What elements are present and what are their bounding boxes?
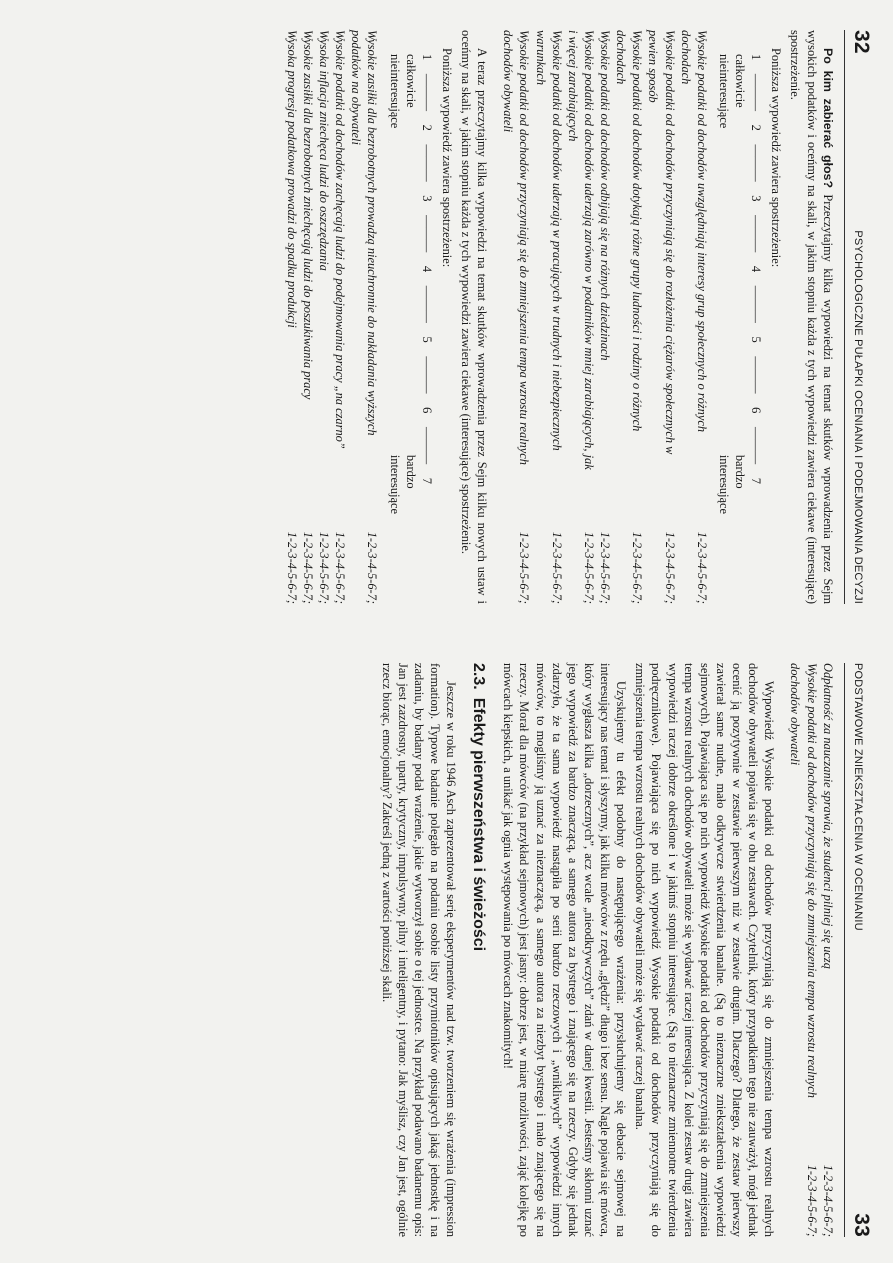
second-paragraph: A teraz przeczytajmy kilka wypowiedzi na temat skutków wprowadzenia przez Sejm kilku nowych ustaw i oceńmy na skali, w jakim stopniu każda z tych wypowiedzi zawiera ciekawe (interesujące) spostrzeżenie. [459, 30, 490, 604]
scale-numbers: 1 ——— 2 ——— 3 ——— 4 ——— 5 ——— 6 ——— 7 [749, 54, 764, 484]
running-head [844, 663, 875, 1237]
body-paragraph-3: Jeszcze w roku 1946 Asch zaprezentował serię eksperymentów nad tzw. tworzeniem się wrażenia (impression formation). Typowe badanie polegało na podaniu osobie listy przymiotników opisujących jakąś jednostkę i na zadaniu, by badany podał wrażenie, jakie wytworzył sobie o tej jednostce. Na przykład podawano badanemu opis: Jan jest zazdrosny, uparty, krytyczny, impulsywny, pilny i inteligentny, i pytano: Jak myślisz, czy Jan jest, ogólnie rzecz biorąc, emocjonalny? Zakreśl jedną z wartości poniższej skali. [379, 663, 459, 1237]
intro-paragraph [787, 30, 835, 604]
running-head-title: PODSTAWOWE ZNIEKSZTAŁCENIA W OCENIANIU [852, 663, 864, 931]
scale-number: 5 [749, 336, 764, 343]
scale-number: 6 [749, 407, 764, 414]
statement-item: Wysokie podatki od dochodów dotykają różne grupy ludności i rodziny o różnych dochodach 1-2-3-4-5-6-7; [614, 30, 645, 604]
statement-item: Wysokie podatki od dochodów przyczyniają się do zmniejszenia tempa wzrostu realnych dochodów obywateli 1-2-3-4-5-6-7; [501, 30, 532, 604]
scale-number: 2 [749, 124, 764, 131]
statement-item: Wysokie podatki od dochodów uderzają zarówno w podatników mniej zarabiających, jak i więcej zarabiających 1-2-3-4-5-6-7; [565, 30, 596, 604]
scale-labels [716, 54, 748, 514]
scale-number: 1 [749, 54, 764, 61]
statement-item: Wysokie podatki od dochodów uderzają w pracujących w trudnych i niebezpiecznych warunkach 1-2-3-4-5-6-7; [533, 30, 564, 604]
statement-item: Wysokie podatki od dochodów przyczyniają się do rozłożenia ciężarów społecznych w pewien sposób 1-2-3-4-5-6-7; [646, 30, 677, 604]
scale-intro-2: Poniższa wypowiedź zawiera spostrzeżenie: [439, 48, 454, 268]
body-paragraph-2: Uzyskujemy tu efekt podobny do następującego wrażenia: przysłuchujemy się debacie sejmowej na interesujący nas temat i słyszymy, jak kilku mówców z rzędu „ględzi” długo i bez sensu. Nagle pojawia się mówca, który wygłasza kilka „dorzecznych”, acz wcale „nieodkrywczych” zdań w danej kwestii. Jesteśmy skłonni uznać jego wypowiedź za bardzo znaczącą, a samego autora za bystrego i znającego się na rzeczy. Gdyby się jednak zdarzyło, że ta sama wypowiedź nastąpiła po serii bardzo rzeczowych i „wnikliwych” wypowiedzi innych mówców, to mogliśmy ją uznać za nieznaczącą, a samego autora za niezbyt bystrego i mało znającego się na rzeczy. Morał dla mówców (na przykład sejmowych) jest jasny: dobrze jest, w miarę możliwości, zająć kolejkę po mówcach kiepskich, a unikać jak ognia występowania po mówcach znakomitych! [501, 663, 629, 1237]
page-number: 33 [850, 1213, 873, 1237]
statement-item: Wysokie podatki od dochodów odbijają się na różnych dziedzinach 1-2-3-4-5-6-7; [598, 30, 613, 604]
section-number: 2.3. [470, 663, 488, 690]
right-page [0, 633, 893, 1263]
page-number: 32 [850, 30, 873, 54]
section-heading [467, 663, 488, 1237]
scale-right-label-2: interesujące [716, 454, 731, 514]
scale-right-label: bardzo [733, 454, 748, 489]
statement-list-b [284, 30, 381, 604]
statement-item: Wysokie podatki od dochodów zachęcają ludzi do podejmowania pracy „na czarno” 1-2-3-4-5-6-7; [333, 30, 348, 604]
scale-left-label: całkowicie [733, 54, 748, 108]
statement-item: Wysoka inflacja zniechęca ludzi do oszczędzania 1-2-3-4-5-6-7; [317, 30, 332, 604]
scale-number: 7 [749, 477, 764, 484]
scale-numbers: 1 ——— 2 ——— 3 ——— 4 ——— 5 ——— 6 ——— 7 [419, 54, 434, 484]
rating-scale [716, 54, 764, 604]
scale-left-label-2: nieinteresujące [716, 54, 731, 129]
running-head-title: PSYCHOLOGICZNE PUŁAPKI OCENIANIA I PODEJMOWANIA DECYZJI [852, 230, 864, 604]
statement-item: Wysokie zasiłki dla bezrobotnych prowadzą nieuchronnie do nakładania wyższych podatków na obywateli 1-2-3-4-5-6-7; [349, 30, 380, 604]
left-page [0, 0, 893, 630]
rating-scale-2 [386, 54, 434, 604]
statement-item: Odpłatność za nauczanie sprawia, że studenci pilniej się uczą 1-2-3-4-5-6-7; [820, 663, 835, 1237]
intro-text: Przeczytajmy kilka wypowiedzi na temat skutków wprowadzenia przez Sejm wysokich podatków i oceńmy na skali, w jakim stopniu każda z tych wypowiedzi zawiera ciekawe (interesujące) spostrzeżenie. [788, 30, 835, 604]
scale-labels: całkowicie nieinteresujące bardzo interesujące [387, 54, 418, 514]
statement-list-top [787, 663, 835, 1237]
statement-item: Wysoka progresja podatkowa prowadzi do spadku produkcji 1-2-3-4-5-6-7; [284, 30, 299, 604]
statement-item: Wysokie zasiłki dla bezrobotnych zniechęcają ludzi do poszukiwania pracy 1-2-3-4-5-6-7; [300, 30, 315, 604]
scale-number: 4 [749, 265, 764, 273]
running-head [844, 30, 875, 604]
statement-item: Wysokie podatki od dochodów uwzględniają interesy grup społecznych o różnych dochodach 1-2-3-4-5-6-7; [678, 30, 709, 604]
body-paragraph-1: Wypowiedź Wysokie podatki od dochodów przyczyniają się do zmniejszenia tempa wzrostu realnych dochodów obywateli pojawia się w obu zestawach. Czytelnik, który przypadkiem tego nie zauważył, mógł jednak ocenić ją pozytywnie w zestawie pierwszym niż w zestawie drugim. Dlaczego? Dlatego, że zestaw pierwszy zawierał same nudne, mało odkrywcze stwierdzenia banalne. (Są to nieznaczne zniekształcenia wypowiedzi sejmowych). Pojawiająca się po nich wypowiedź Wysokie podatki od dochodów przyczyniają się do zmniejszenia tempa wzrostu realnych dochodów obywateli może się wydawać raczej interesująca. Z kolei zestaw drugi zawiera wypowiedzi raczej dobrze określone i w jakimś stopniu interesujące. (Są to nieznaczne zmiennotne twierdzenia podręcznikowe). Pojawiająca się po nich wypowiedź Wysokie podatki od dochodów przyczyniają się do zmniejszenia tempa wzrostu realnych dochodów obywateli może się wydawać raczej banalna. [633, 663, 777, 1237]
scale-number: 3 [749, 195, 764, 202]
statement-item: Wysokie podatki od dochodów przyczyniają się do zmniejszenia tempa wzrostu realnych dochodów obywateli 1-2-3-4-5-6-7; [788, 663, 819, 1237]
intro-lead: Po kim zabierać głos? [820, 48, 835, 189]
statement-list-a [500, 30, 710, 604]
section-title: Efekty pierwszeństwa i świeżości [470, 697, 488, 952]
scale-intro: Poniższa wypowiedź zawiera spostrzeżenie: [769, 48, 784, 268]
